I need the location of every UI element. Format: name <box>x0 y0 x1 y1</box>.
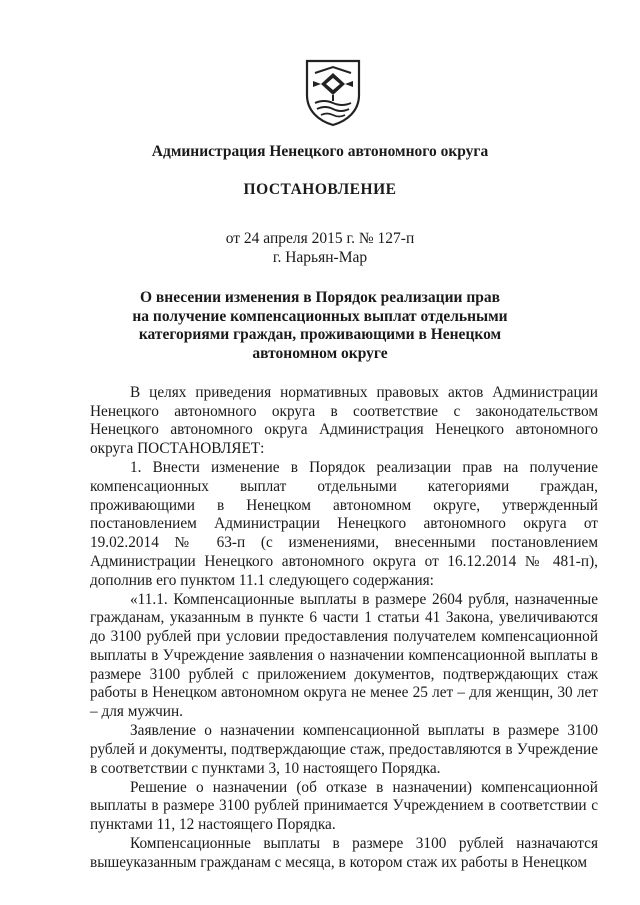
coat-of-arms-icon <box>303 57 363 127</box>
body-paragraph: Компенсационные выплаты в размере 3100 рублей назначаются вышеуказанным гражданам с месяца, в котором стаж их работы в Ненецком <box>90 835 598 872</box>
document-body <box>90 384 598 873</box>
document-city: г. Нарьян-Мар <box>272 249 368 266</box>
title-line: на получение компенсационных выплат отдельными <box>132 307 508 325</box>
document-date-number: от 24 апреля 2015 г. № 127-п <box>225 230 415 247</box>
organization-name: Администрация Ненецкого автономного округа <box>151 143 489 160</box>
body-paragraph: «11.1. Компенсационные выплаты в размере 2604 рубля, назначенные гражданам, указанным в пункте 6 части 1 статьи 41 Закона, увеличиваются до 3100 рублей при условии предоставления получателем компенсационной выплаты в Учреждение заявления о назначении компенсационной выплаты в размере 3100 рублей с приложением документов, подтверждающих стаж работы в Ненецком автономном округа не менее 25 лет – для женщин, 30 лет – для мужчин. <box>90 590 598 720</box>
document-type: ПОСТАНОВЛЕНИЕ <box>243 181 397 198</box>
body-paragraph: 1. Внести изменение в Порядок реализации прав на получение компенсационных выплат отдельными категориями граждан, проживающими в Ненецком автономном округе, утвержденный постановлением Администрации Ненецкого автономного округа от 19.02.2014 № 63-п (с изменениями, внесенными постановлением Администрации Ненецкого автономного округа от 16.12.2014 № 481-п), дополнив его пунктом 11.1 следующего содержания: <box>90 459 598 589</box>
body-paragraph: Решение о назначении (об отказе в назначении) компенсационной выплаты в размере 3100 рублей принимается Учреждением в соответствии с пунктами 11, 12 настоящего Порядка. <box>90 778 598 834</box>
title-line: категориями граждан, проживающими в Ненецком <box>138 326 502 343</box>
body-paragraph: Заявление о назначении компенсационной выплаты в размере 3100 рублей и документы, подтверждающие стаж, предоставляются в Учреждение в соответствии с пунктами 3, 10 настоящего Порядка. <box>90 722 598 777</box>
body-paragraph: В целях приведения нормативных правовых актов Администрации Ненецкого автономного округа в соответствие с законодательством Ненецкого автономного округа Администрация Ненецкого автономного округа ПОСТАНОВЛЯЕТ: <box>90 384 598 458</box>
document-title <box>0 289 640 363</box>
title-line: О внесении изменения в Порядок реализации прав <box>139 289 500 306</box>
title-line: автономном округе <box>252 344 388 362</box>
